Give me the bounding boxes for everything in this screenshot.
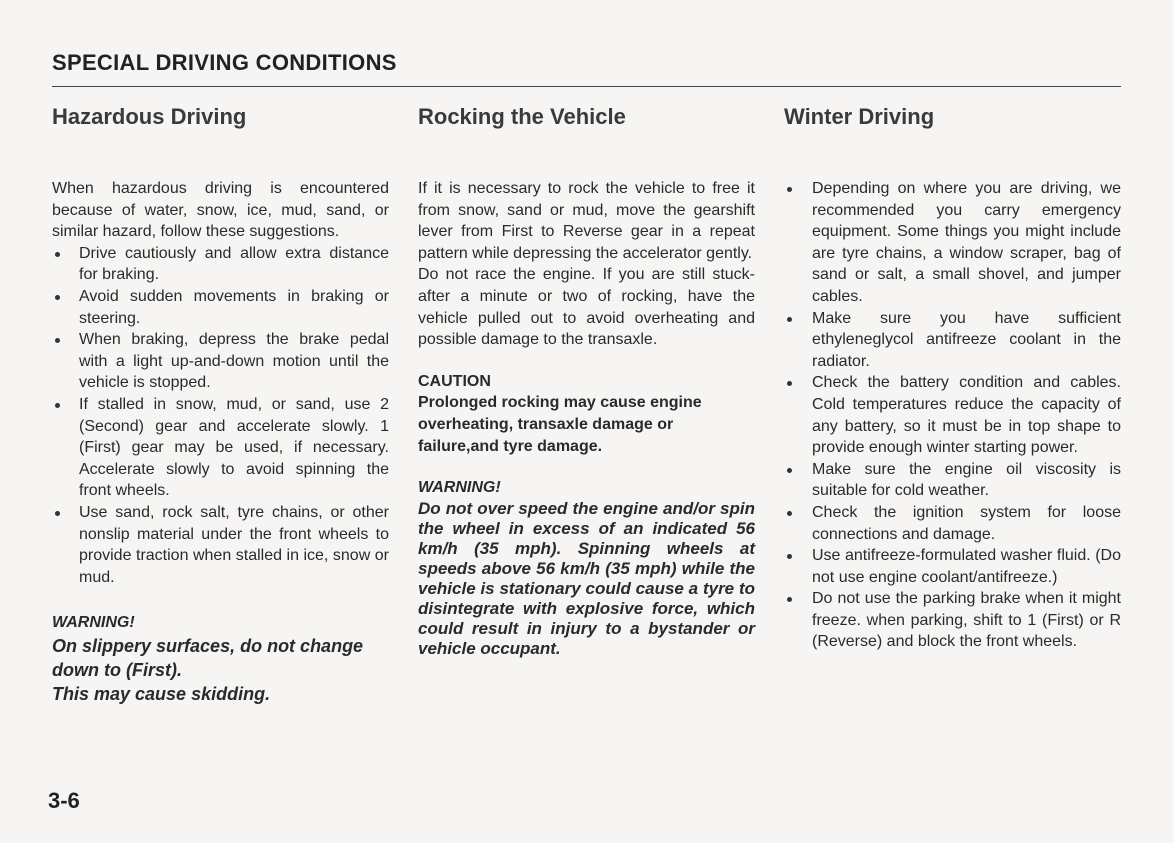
bullet-icon (55, 511, 60, 516)
winter-driving-column (784, 104, 1121, 653)
rocking-warning-label: WARNING! (418, 479, 501, 497)
caution-text: Prolonged rocking may cause engine overheating, transaxle damage or failure,and tyre damage. (418, 394, 702, 455)
bullet-icon (55, 295, 60, 300)
list-item: Check the battery condition and cables. Cold temperatures reduce the capacity of any battery, so it must be in top shape to provide enough winter starting power. (784, 372, 1121, 458)
header-rule (52, 86, 1121, 87)
winter-driving-heading: Winter Driving (784, 104, 935, 129)
hazardous-warning-line1: On slippery surfaces, do not change down to (First). (52, 636, 364, 681)
bullet-icon (787, 511, 792, 516)
list-item: Check the ignition system for loose connections and damage. (784, 502, 1121, 545)
bullet-icon (787, 317, 792, 322)
hazardous-list (52, 243, 389, 589)
hazardous-intro: When hazardous driving is encountered because of water, snow, ice, mud, sand, or similar hazard, follow these suggestions. (52, 180, 389, 241)
caution-label: CAUTION (418, 372, 491, 390)
list-item: Use sand, rock salt, tyre chains, or other nonslip material under the front wheels to provide traction when stalled in ice, snow or mud. (52, 502, 389, 588)
list-item: If stalled in snow, mud, or sand, use 2 (Second) gear and accelerate slowly. 1 (First) gear may be used, if necessary. Accelerate slowly to avoid spinning the front wheels. (52, 394, 389, 502)
rocking-warning-text: Do not over speed the engine and/or spin the wheel in excess of an indicated 56 km/h (35 mph). Spinning wheels at speeds above 56 km/h (35 mph) while the vehicle is stationary could cause a tyre to disintegrate with explosive force, which could result in injury to a bystander or vehicle occupant. (418, 498, 755, 658)
bullet-icon (787, 554, 792, 559)
list-item: Depending on where you are driving, we recommended you carry emergency equipment. Some things you might include are tyre chains, a window scraper, bag of sand or salt, a small shovel, and jumper cables. (784, 178, 1121, 308)
rocking-para-2: Do not race the engine. If you are still stuck-after a minute or two of rocking, have the vehicle pulled out to avoid overheating and possible damage to the transaxle. (418, 266, 755, 349)
bullet-icon (787, 187, 792, 192)
bullet-icon (55, 338, 60, 343)
bullet-icon (787, 468, 792, 473)
list-item: Make sure the engine oil viscosity is suitable for cold weather. (784, 459, 1121, 502)
list-item: Avoid sudden movements in braking or steering. (52, 286, 389, 329)
list-item: Use antifreeze-formulated washer fluid. (Do not use engine coolant/antifreeze.) (784, 545, 1121, 588)
bullet-icon (787, 381, 792, 386)
page-number: 3-6 (48, 788, 80, 813)
winter-list (784, 178, 1121, 653)
list-item: Do not use the parking brake when it might freeze. when parking, shift to 1 (First) or R (Reverse) and block the front wheels. (784, 588, 1121, 653)
bullet-icon (55, 403, 60, 408)
rocking-vehicle-heading: Rocking the Vehicle (418, 104, 626, 129)
rocking-para-1: If it is necessary to rock the vehicle to free it from snow, sand or mud, move the gearshift lever from First to Reverse gear in a repeat pattern while depressing the accelerator gently. (418, 180, 755, 262)
section-title: SPECIAL DRIVING CONDITIONS (52, 50, 397, 75)
hazardous-warning-line2: This may cause skidding. (52, 684, 271, 705)
rocking-vehicle-column (418, 104, 755, 659)
list-item: Drive cautiously and allow extra distance for braking. (52, 243, 389, 286)
list-item: Make sure you have sufficient ethyleneglycol antifreeze coolant in the radiator. (784, 308, 1121, 373)
hazardous-driving-column (52, 104, 389, 706)
hazardous-driving-heading: Hazardous Driving (52, 104, 247, 129)
bullet-icon (55, 252, 60, 257)
hazardous-warning-label: WARNING! (52, 614, 135, 632)
bullet-icon (787, 597, 792, 602)
list-item: When braking, depress the brake pedal with a light up-and-down motion until the vehicle is stopped. (52, 329, 389, 394)
